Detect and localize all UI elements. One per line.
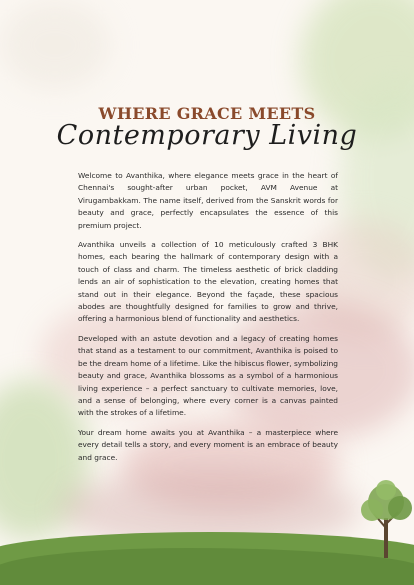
heading-kicker: WHERE GRACE MEETS [98,104,316,123]
paragraph: Developed with an astute devotion and a legacy of creating homes that stand as a testament to our commitment, Avanthika is poised to be the dream home of a lifetime. Like the hibiscus flower, symbolizing beauty and grace, Avanthika blossoms as a symbol of a harmonious living experience – a perfect sanctuary to cultivate memories, love, and a sense of belonging, where every corner is a canvas painted with the strokes of a lifetime. [78,333,338,418]
paragraph: Welcome to Avanthika, where elegance meets grace in the heart of Chennai's sought-after urban pocket, AVM Avenue at Virugambakkam. The name itself, derived from the Sanskrit words for beauty and grace, perfectly encapsulates the essence of this premium project. [78,171,338,230]
paragraph: Your dream home awaits you at Avanthika – a masterpiece where every detail tells a story, and every moment is an embrace of beauty and grace. [78,427,338,462]
paragraph: Avanthika unveils a collection of 10 meticulously crafted 3 BHK homes, each bearing the hallmark of contemporary design with a touch of class and charm. The timeless aesthetic of brick cladding lends an air of sophistication to the elevation, creating homes that stand out in their elegance. Beyond the façade, these spacious abodes are thoughtfully designed for families to grow and thrive, offering a harmonious blend of functionality and aesthetics. [78,240,338,324]
tree-icon [356,478,414,558]
page-title: Contemporary Living [56,120,358,151]
green-hill-foreground [0,548,414,585]
body-text [78,170,338,471]
watercolor-wash [0,0,110,90]
